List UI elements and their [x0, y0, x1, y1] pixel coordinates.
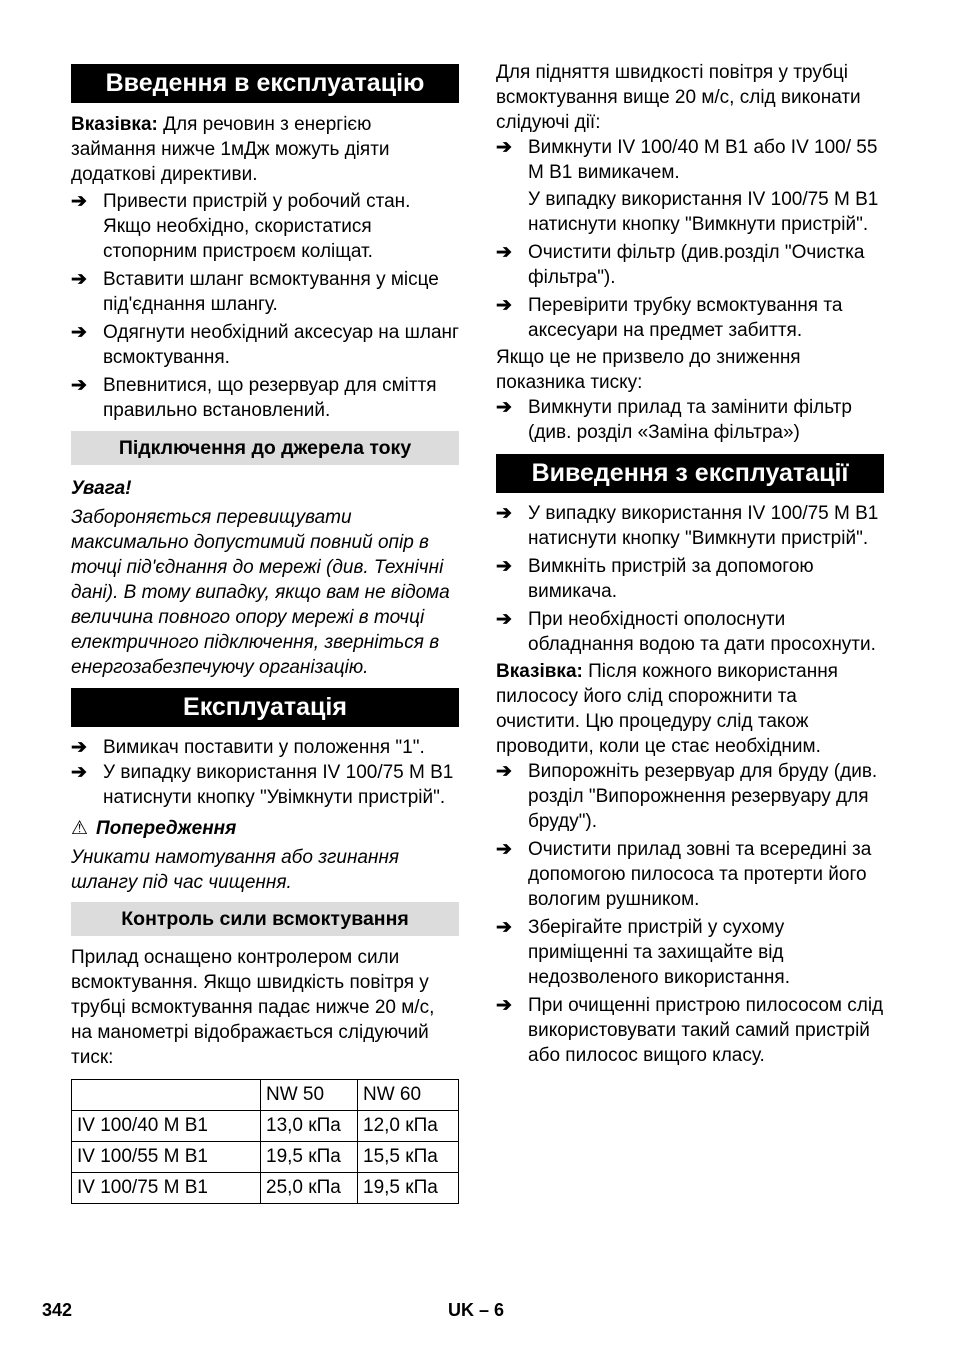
- pressure-table: [71, 1079, 459, 1204]
- arrow-icon: ➔: [496, 609, 512, 630]
- list-item: ➔ При очищенні пристрою пилососом слід використовувати такий самий пристрій або пилосос вищого класу.: [496, 995, 884, 1066]
- note-text: Після кожного використання пилососу його слід спорожнити та очистити. Цю процедуру слід також проводити, коли це стає необхідним.: [496, 661, 838, 757]
- table-cell: 12,0 кПа: [358, 1111, 459, 1142]
- warning-text: Уникати намотування або згинання шлангу під час чищення.: [71, 847, 400, 893]
- list-item: ➔ При необхідності ополоснути обладнання водою та дати просохнути.: [496, 609, 876, 655]
- list-item: ➔ У випадку використання IV 100/75 M B1 натиснути кнопку "Вимкнути пристрій".: [496, 503, 879, 549]
- arrow-icon: ➔: [496, 397, 512, 418]
- list-item: ➔ Привести пристрій у робочий стан. Якщо необхідно, скористатися стопорним пристроєм коліщат.: [71, 191, 411, 262]
- list-item: ➔ Вимкнути прилад та замінити фільтр (див. розділ «Заміна фільтра»): [496, 397, 852, 443]
- table-cell: 25,0 кПа: [261, 1173, 358, 1204]
- table-cell: 15,5 кПа: [358, 1142, 459, 1173]
- attention-label: Увага!: [71, 478, 132, 499]
- list-item: ➔ Очистити прилад зовні та всередині за допомогою пилососа та протерти його вологим рушником.: [496, 839, 872, 910]
- arrow-icon: ➔: [71, 375, 87, 396]
- arrow-icon: ➔: [71, 322, 87, 343]
- table-cell: 19,5 кПа: [261, 1142, 358, 1173]
- arrow-icon: ➔: [496, 556, 512, 577]
- heading-commissioning: Введення в експлуатацію: [71, 64, 459, 103]
- table-row: [72, 1173, 459, 1204]
- note-paragraph: [496, 659, 884, 759]
- list-item: ➔ Вимкнути IV 100/40 M B1 або IV 100/ 55 M B1 вимикачем.: [496, 137, 878, 183]
- right-intro-text: Для підняття швидкості повітря у трубці всмоктування вище 20 м/с, слід виконати слідуючі дії:: [496, 62, 861, 133]
- warning-heading: [71, 816, 459, 841]
- page-number: 342: [42, 1300, 73, 1320]
- left-column: [71, 60, 459, 1204]
- list-item: ➔ Одягнути необхідний аксесуар на шланг всмоктування.: [71, 322, 459, 368]
- arrow-icon: ➔: [71, 191, 87, 212]
- table-cell: 13,0 кПа: [261, 1111, 358, 1142]
- note-label: Вказівка:: [496, 661, 583, 682]
- list-item: ➔ Випорожніть резервуар для бруду (див. розділ "Випорожнення резервуару для бруду").: [496, 761, 878, 832]
- arrow-icon: ➔: [496, 503, 512, 524]
- note-label: Вказівка:: [71, 114, 158, 135]
- arrow-icon: ➔: [496, 761, 512, 782]
- heading-decommissioning: Виведення з експлуатації: [496, 454, 884, 493]
- table-cell: 19,5 кПа: [358, 1173, 459, 1204]
- right-column: [496, 60, 884, 1068]
- attention-text: Забороняється перевищувати максимально допустимий повний опір в точці під'єднання до мережі (див. Технічні дані). В тому випадку, якщо вам не відома величина повного опору мережі в точці електричного підключення, зверніться в енергозабезпечуючу організацію.: [71, 507, 450, 678]
- list-item: ➔ Очистити фільтр (див.розділ "Очистка фільтра").: [496, 242, 865, 288]
- list-item: ➔ Зберігайте пристрій у сухому приміщенні та захищайте від недозволеного використання.: [496, 917, 790, 988]
- table-header-row: [72, 1080, 459, 1111]
- heading-operation: Експлуатація: [71, 688, 459, 727]
- table-cell: IV 100/40 M B1: [72, 1111, 261, 1142]
- table-cell: [72, 1080, 261, 1111]
- table-cell: NW 50: [261, 1080, 358, 1111]
- list-item: ➔ Впевнитися, що резервуар для сміття правильно встановлений.: [71, 375, 437, 421]
- heading-suction-control: Контроль сили всмоктування: [71, 902, 459, 936]
- arrow-icon: ➔: [496, 995, 512, 1016]
- table-cell: IV 100/75 M B1: [72, 1173, 261, 1204]
- arrow-icon: ➔: [71, 269, 87, 290]
- arrow-icon: ➔: [71, 762, 87, 783]
- mid-text: Якщо це не призвело до зниження показника тиску:: [496, 347, 801, 393]
- list-item: ➔ У випадку використання IV 100/75 M B1 натиснути кнопку "Увімкнути пристрій".: [71, 762, 454, 808]
- list-item: ➔ Перевірити трубку всмоктування та аксесуари на предмет забиття.: [496, 295, 843, 341]
- table-cell: NW 60: [358, 1080, 459, 1111]
- list-item: ➔ Вставити шланг всмоктування у місце під'єднання шлангу.: [71, 269, 439, 315]
- note-paragraph: [71, 112, 459, 187]
- arrow-icon: ➔: [496, 295, 512, 316]
- arrow-icon: ➔: [496, 839, 512, 860]
- list-item: ➔ Вимикач поставити у положення "1".: [71, 737, 425, 758]
- table-row: [72, 1111, 459, 1142]
- suction-text: Прилад оснащено контролером сили всмоктування. Якщо швидкість повітря у трубці всмоктування падає нижче 20 м/с, на манометрі відображається слідуючий тиск:: [71, 947, 435, 1068]
- table-cell: IV 100/55 M B1: [72, 1142, 261, 1173]
- arrow-icon: ➔: [71, 737, 87, 758]
- arrow-icon: ➔: [496, 242, 512, 263]
- list-item-subtext: У випадку використання IV 100/75 M B1 натиснути кнопку "Вимкнути пристрій".: [528, 189, 879, 235]
- list-item: ➔ Вимкніть пристрій за допомогою вимикача.: [496, 556, 814, 602]
- warning-triangle-icon: ⚠: [71, 818, 89, 839]
- heading-power-connection: Підключення до джерела току: [71, 431, 459, 465]
- arrow-icon: ➔: [496, 137, 512, 158]
- arrow-icon: ➔: [496, 917, 512, 938]
- note-text: Для речовин з енергією займання нижче 1мДж можуть діяти додаткові директиви.: [71, 114, 390, 185]
- warning-label: Попередження: [96, 818, 237, 839]
- section-label: UK – 6: [448, 1300, 505, 1320]
- table-row: [72, 1142, 459, 1173]
